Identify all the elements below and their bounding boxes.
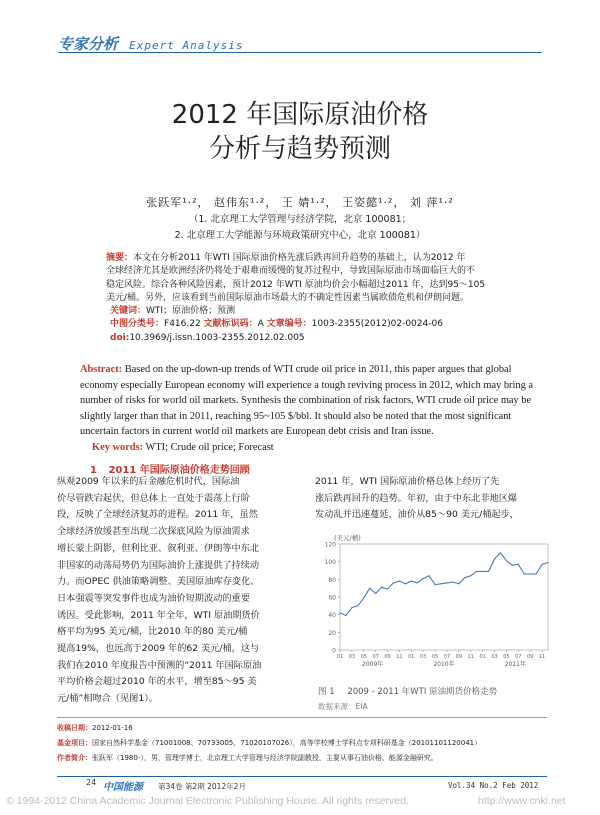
affiliation-2: 2. 北京理工大学能源与环境政策研究中心，北京 100081） [174,230,426,241]
price-point [470,575,471,576]
left-column [57,474,297,708]
x-tick-label: 11 [538,654,546,660]
footnote-rule [57,717,547,718]
abstract-cn-line: 全球经济尤其是欧洲经济仍将处于艰难而缓慢的复苏过程中，导致国际原油市场面临巨大的不 [106,266,476,277]
abstract-cn [106,252,526,345]
x-tick-label: 09 [526,654,534,660]
section-header [58,33,243,54]
price-point [381,587,382,588]
fund-label: 基金项目： [57,739,92,747]
article-no-label: 文章编号： [266,319,312,330]
body-line: 增长蒙上阴影，但利比亚、叙利亚、伊朗等中东北 [57,542,260,554]
year-label: 2010年 [433,661,455,668]
abstract-cn-line: 美元/桶。另外，应该看到当前国际原油市场最大的不确定性因素当属欧债危机和伊朗问题。 [106,292,470,303]
body-line: 日本强震等突发事件也成为油价短期波动的重要 [57,592,250,604]
figure-1 [310,530,555,680]
x-tick-label: 01 [336,654,344,660]
doc-code-value: A [257,319,264,330]
received-date: 2012-01-16 [92,724,133,732]
abstract-cn-line: 稳定风险。综合各种风险因素，预计2012 年WTI 原油均价会小幅超过2011 年，达到95～105 [106,279,486,290]
price-point [547,562,548,563]
class-value: F416.22 [164,319,201,330]
y-axis-label: (美元/桶) [334,534,361,542]
keywords-en: WTI; Crude oil price; Forecast [145,441,274,453]
affiliation-1: （1. 北京理工大学管理与经济学院，北京 100081； [188,214,412,225]
section-title-cn: 专家分析 [58,35,119,53]
figure-number: 图 1 [318,687,335,697]
doi-value: 10.3969/j.issn.1003-2355.2012.02.005 [129,332,305,343]
price-point [405,583,406,584]
body-line: 提高19%，也远高于2009 年的62 美元/桶，这与 [57,643,260,655]
cnki-link: http://www.cnki.net [478,795,566,807]
price-point [393,582,394,583]
abstract-en-line: slightly larger than that in 2011, reaching 95~105 $/bbl. It should also be noted that the most significant [80,410,512,422]
body-line: 全球经济放缓甚至出现二次探底风险为原油需求 [57,526,250,538]
copyright-watermark: © 1994-2012 China Academic Journal Electronic Publishing House. All rights reserved. [6,795,409,807]
affiliations [0,212,600,244]
price-point [411,581,412,582]
price-point [530,573,531,574]
keywords-cn: WTI；原油价格；预测 [146,306,236,317]
price-point [518,564,519,565]
abstract-en-line: uncertain factors in current world oil markets are European debt crisis and Iran issue. [80,426,434,438]
header-rule [58,52,542,53]
price-point [345,615,346,616]
abstract-en-label: Abstract: [80,364,123,375]
x-tick-label: 05 [503,654,510,660]
price-point [524,573,525,574]
body-line: 诱因。受此影响，2011 年全年，WTI 原油期货价 [57,609,260,621]
title-line-2: 分析与趋势预测 [208,134,391,164]
section-title-en: Expert Analysis [129,39,244,52]
y-tick-label: 40 [328,612,336,620]
body-line: 涨后跌再回升的趋势。年初，由于中东北非地区爆 [315,492,518,504]
y-tick-label: 20 [328,629,336,637]
y-tick-label: 120 [324,541,336,549]
price-point [512,565,513,566]
body-line: 非国家的动荡局势仍为国际油价上涨提供了持续动 [57,559,260,571]
price-point [375,593,376,594]
x-tick-label: 01 [479,654,486,660]
page-number: 24 [86,778,97,787]
figure-source: 数据来源：EIA [318,702,368,711]
price-point [339,612,340,613]
price-point [399,581,400,582]
body-line: 纵观2009 年以来的后金融危机时代，国际油 [57,476,240,487]
y-tick-label: 100 [324,559,336,567]
x-tick-label: 07 [515,654,522,660]
section-1-number: 1 [90,465,97,476]
price-point [500,552,501,553]
price-point [488,571,489,572]
body-line: 格平均为95 美元/桶，比2010 年的80 美元/桶 [57,626,248,638]
x-tick-label: 05 [431,654,439,660]
y-tick-label: 0 [332,647,336,655]
price-point [357,605,358,606]
price-point [541,564,542,565]
price-point [417,582,418,583]
x-tick-label: 09 [384,654,391,660]
abstract-en-line: number of risks for world oil markets. Synthesis the combination of risk factors, WTI crude oil price may be [80,395,532,407]
price-point [476,571,477,572]
price-point [464,577,465,578]
price-series-line [340,553,548,616]
issue-info-cn: 第34卷 第2期 2012年2月 [158,782,246,791]
received-label: 收稿日期： [57,724,92,732]
plot-frame [340,544,548,650]
price-point [351,607,352,608]
price-point [458,583,459,584]
price-point [363,597,364,598]
figure-caption [318,685,497,697]
section-1-title: 2011 年国际原油价格走势回顾 [108,465,250,476]
abstract-cn-label: 摘要： [106,253,134,263]
x-tick-label: 03 [420,654,427,660]
fund-text: 国家自然科学基金（71001008、70733005、71020107026），高等学校博士学科点专项科研基金（20101101120041） [92,739,482,747]
year-label: 2011年 [504,661,526,668]
x-tick-label: 01 [408,654,415,660]
wti-price-chart [310,530,555,680]
issue-info-en: Vol.34 No.2 Feb 2012 [448,781,539,790]
author-bio-label: 作者简介： [57,754,92,762]
abstract-en-line: Based on the up-down-up trends of WTI crude oil price in 2011, this paper argues that global [124,364,512,375]
title-line-1: 2012 年国际原油价格 [171,100,429,130]
journal-logo: 中国能源 [103,782,143,793]
price-point [423,578,424,579]
price-point [429,575,430,576]
y-tick-label: 60 [328,594,336,602]
x-tick-label: 11 [396,654,403,660]
price-point [434,584,435,585]
y-tick-label: 80 [328,576,336,584]
author-bio: 张跃军（1980-），男，管理学博士，北京理工大学管理与经济学院副教授，主要从事石油价格、能源金融研究。 [92,754,438,762]
x-tick-label: 09 [455,654,463,660]
body-line: 价尽管跌宕起伏，但总体上一直处于震荡上行阶 [57,492,250,504]
price-point [387,588,388,589]
paper-title [0,98,600,166]
x-tick-label: 05 [360,654,367,660]
price-point [482,571,483,572]
keywords-cn-label: 关键词： [110,306,147,317]
x-tick-label: 11 [467,654,474,660]
figure-title: 2009 - 2011 年WTI 原油期货价格走势 [347,687,498,697]
body-line: 我们在2010 年度报告中预测的“2011 年国际原油 [57,659,262,671]
price-point [536,573,537,574]
price-point [446,582,447,583]
right-column [315,474,555,524]
article-no-value: 1003-2355(2012)02-0024-06 [311,319,443,330]
x-tick-label: 03 [491,654,498,660]
abstract-en-line: economy especially European economy will experience a tough reviving process in 2012, which may bring a [80,379,534,391]
footnotes [57,721,547,766]
price-point [506,560,507,561]
x-tick-label: 03 [348,654,356,660]
abstract-en [80,362,550,456]
body-line: 2011 年，WTI 国际原油价格总体上经历了先 [315,476,500,487]
class-label: 中图分类号： [110,319,165,330]
body-line: 力。而OPEC 供油策略调整、美国原油库存变化、 [57,576,260,588]
doi-label: doi: [110,332,130,343]
price-point [494,558,495,559]
body-line: 平均价格会超过2010 年的水平，增至85～95 美 [57,676,257,688]
abstract-cn-line: 本文在分析2011 年WTI 国际原油价格先涨后跌再回升趋势的基础上，认为2012 年 [133,253,466,263]
doc-code-label: 文献标识码： [203,319,258,330]
x-tick-label: 07 [443,654,451,660]
body-line: 段，反映了全球经济复苏的进程。2011 年，虽然 [57,509,258,521]
x-tick-label: 07 [372,654,379,660]
authors: 张跃军¹·²， 赵伟东¹·²， 王 婧¹·²， 王姿懿¹·²， 刘 萍¹·² [146,196,454,209]
keywords-en-label: Key words: [92,441,144,453]
page-footer-rule [57,776,547,777]
price-point [369,588,370,589]
price-point [440,583,441,584]
year-label: 2009年 [362,661,384,668]
body-line: 元/桶”相吻合（见图1）。 [57,693,158,705]
body-line: 发动乱并迅速蔓延，油价从85～90 美元/桶起步， [315,509,519,521]
price-point [452,581,453,582]
